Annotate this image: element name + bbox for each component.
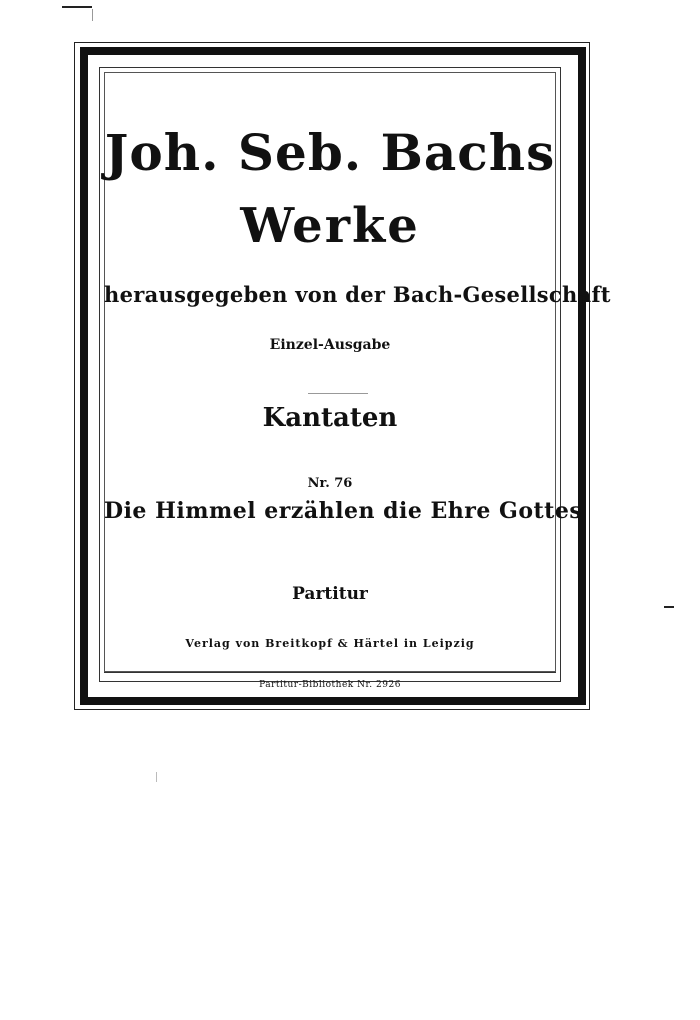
work-title: Die Himmel erzählen die Ehre Gottes — [104, 498, 583, 524]
title-line-2: Werke — [240, 198, 420, 254]
scan-mark-top-left — [62, 6, 92, 8]
score-type: Partitur — [292, 584, 368, 604]
small-rule — [308, 393, 368, 394]
footer-separator — [104, 672, 556, 673]
subtitle: herausgegeben von der Bach-Gesellschaft — [104, 282, 611, 307]
scan-mark-top-left-tick — [92, 9, 93, 21]
scan-mark-lower — [156, 772, 157, 782]
edition-label: Einzel-Ausgabe — [269, 337, 391, 353]
library-number: Partitur-Bibliothek Nr. 2926 — [259, 680, 401, 690]
scan-mark-right — [664, 606, 674, 608]
title-line-1: Joh. Seb. Bachs — [104, 123, 556, 182]
publisher-line: Verlag von Breitkopf & Härtel in Leipzig — [185, 637, 475, 650]
work-number: Nr. 76 — [307, 476, 353, 491]
section-title: Kantaten — [262, 403, 398, 433]
